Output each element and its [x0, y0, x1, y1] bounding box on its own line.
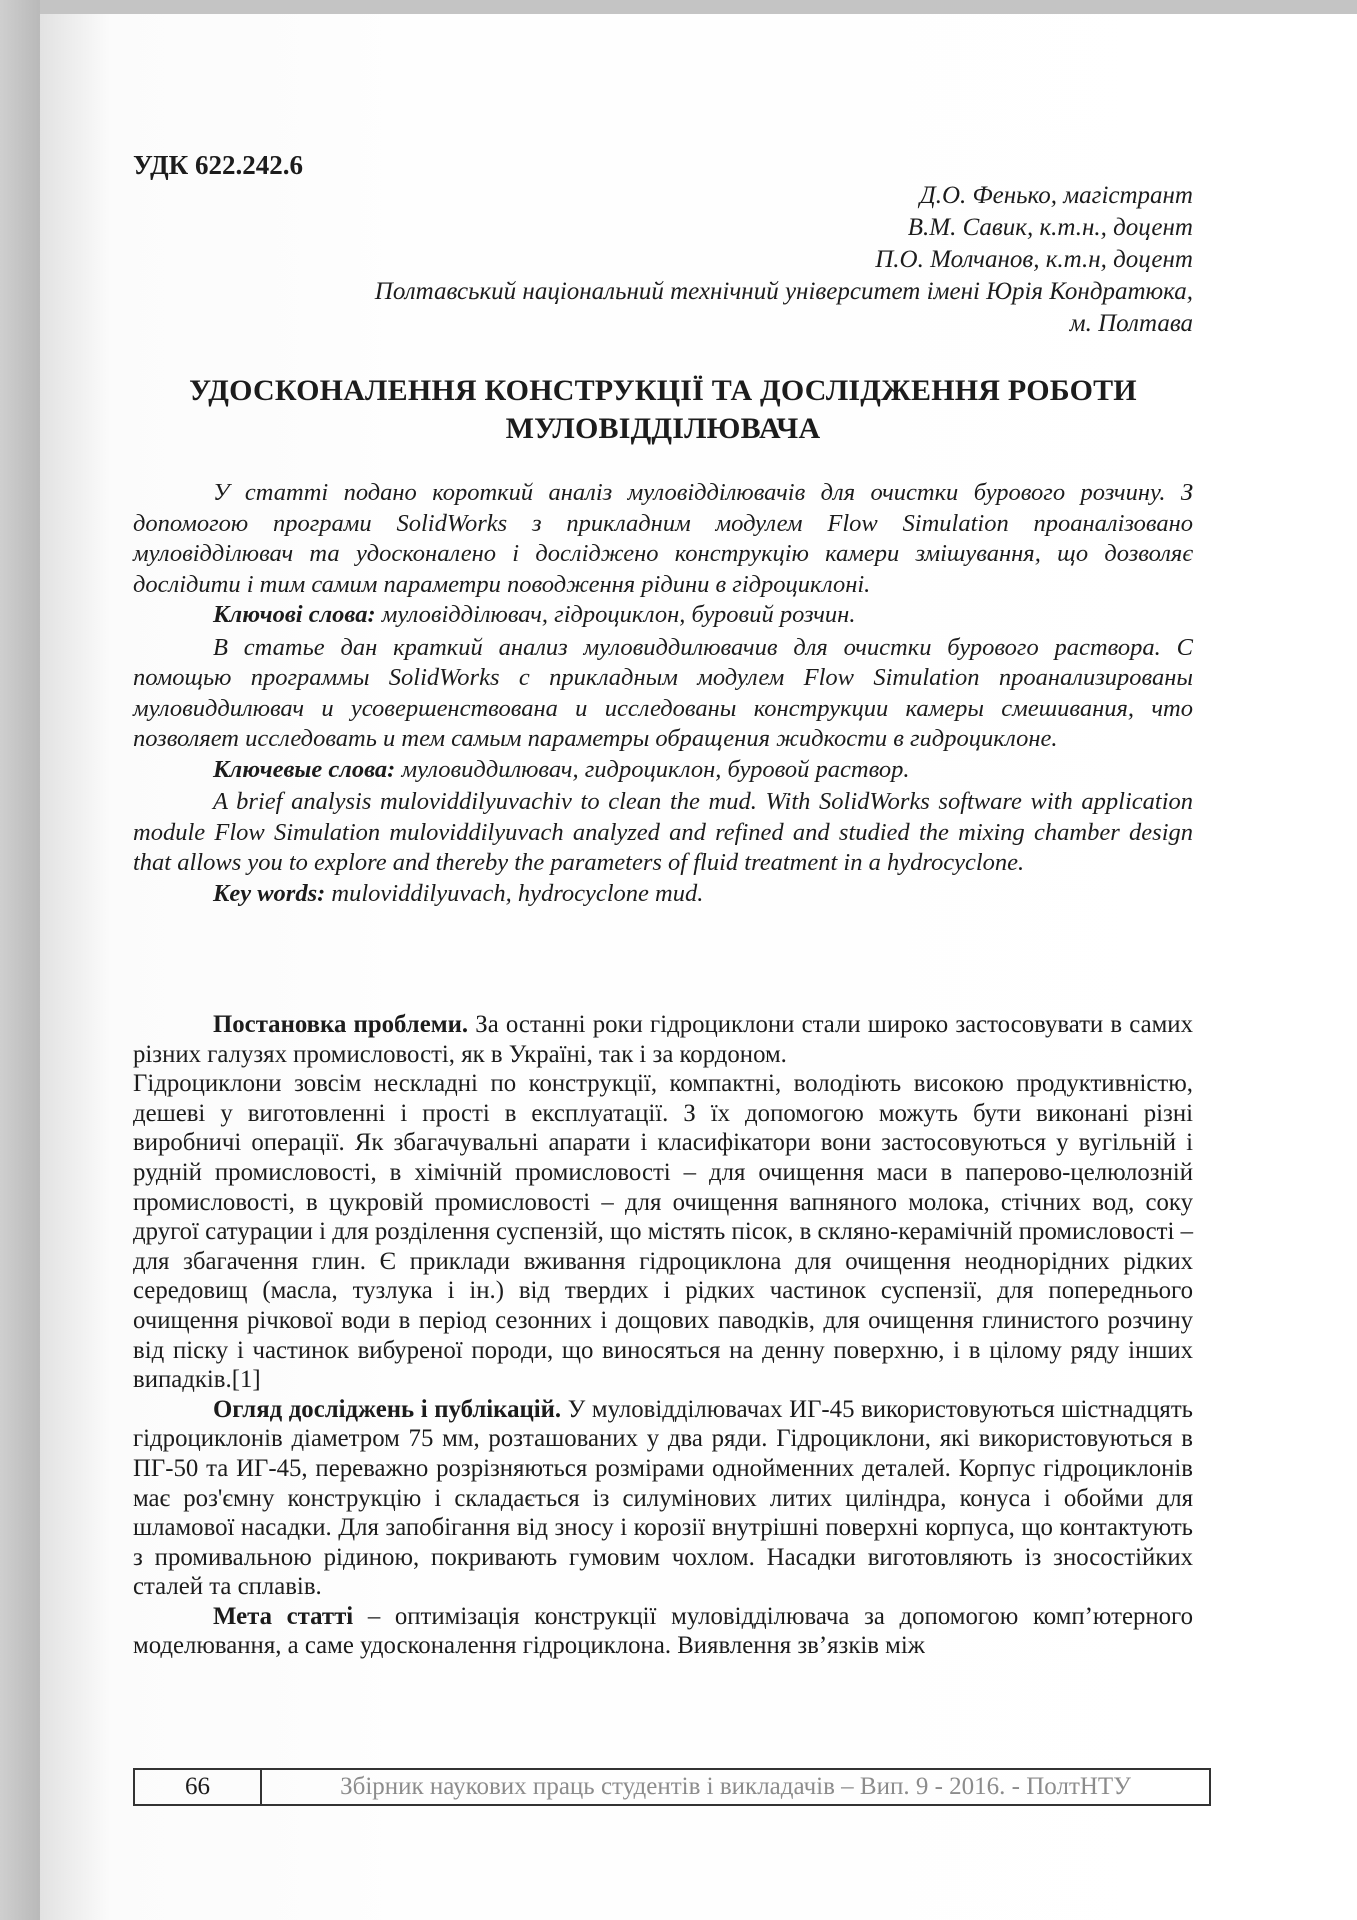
section-heading: Мета статті: [213, 1602, 354, 1630]
section-heading: Огляд досліджень і публікацій.: [213, 1395, 562, 1423]
paragraph-text: – оптимізація конструкції муловідділювача за допомогою комп’ютерного моделювання, а саме удосконалення гідроциклона. Виявлення зв’язків між: [133, 1602, 1193, 1660]
paragraph-text: За останні роки гідроциклони стали широко застосовувати в самих різних галузях промисловості, як в Україні, так і за кордоном.: [133, 1011, 1193, 1068]
keywords-ru-label: Ключевые слова:: [213, 755, 396, 783]
keywords-ua: [133, 600, 1193, 631]
section-heading: Постановка проблеми.: [213, 1011, 469, 1038]
keywords-en-text: muloviddilyuvach, hydrocyclone mud.: [325, 879, 704, 907]
review-section: [133, 1395, 1193, 1602]
author-line: П.О. Молчанов, к.т.н, доцент: [875, 246, 1193, 273]
article-body: [133, 1010, 1193, 1661]
journal-title: Збірник наукових праць студентів і викладачів – Вип. 9 - 2016. - ПолтНТУ: [340, 1773, 1131, 1800]
scan-shadow: [0, 0, 40, 1920]
affiliation-line: Полтавський національний технічний університет імені Юрія Кондратюка,: [374, 278, 1193, 305]
udk-code: УДК 622.242.6: [133, 150, 303, 180]
abstract-ru: В статье дан краткий анализ муловиддилювачив для очистки бурового раствора. С помощью программы SolidWorks с прикладным модулем Flow Simulation проанализированы муловиддилювач и усовершенствована и исследованы конструкции камеры смешивания, что позволяет исследовать и тем самым параметры обращения жидкости в гидроциклоне.: [133, 633, 1193, 752]
author-block: [133, 180, 1193, 340]
paragraph: Гідроциклони зовсім нескладні по конструкції, компактні, володіють високою продуктивністю, дешеві у виготовленні і прості в експлуатації. З їх допомогою можуть бути виконані різні виробничі операції. Як збагачувальні апарати і класифікатори вони застосовуються у вугільній і рудній промисловості, в хімічній промисловості – для очищення маси в паперово-целюлозній промисловості, в цукровій промисловості – для очищення вапняного молока, стічних вод, соку другої сатурации і для розділення суспензій, що містять пісок, в скляно-керамічній промисловості – для збагачення глин. Є приклади вживання гідроциклона для очищення неоднорідних рідких середовищ (масла, тузлука і ін.) від твердих і рідких частинок суспензії, для попереднього очищення річкової води в період сезонних і дощових паводків, для очищення глинистого розчину від піску і частинок вибуреної породи, що виносяться на денну поверхню, і в цілому ряду інших випадків.[1]: [133, 1070, 1193, 1394]
keywords-ru: [133, 755, 1193, 786]
problem-statement: [133, 1010, 1193, 1069]
title-line: МУЛОВІДДІЛЮВАЧА: [505, 412, 821, 445]
keywords-ua-label: Ключові слова:: [213, 601, 376, 628]
article-title: [133, 372, 1193, 448]
scan-top-edge: [40, 0, 1357, 14]
paragraph-text: У муловідділювачах ИГ-45 використовуються шістнадцять гідроциклонів діаметром 75 мм, розташованих у два ряди. Гідроциклони, які використовуються в ПГ-50 та ИГ-45, переважно розрізняються розмірами однойменних деталей. Корпус гідроциклонів має роз'ємну конструкцію і складається із силумінових литих циліндра, конуса і обойми для шламової насадки. Для запобігання від зносу і корозії внутрішні поверхні корпуса, що контактують з промивальною рідиною, покривають гумовим чохлом. Насадки виготовляють із зносостійких сталей та сплавів.: [133, 1395, 1193, 1601]
goal-section: [133, 1602, 1193, 1661]
keywords-ru-text: муловиддилювач, гидроциклон, буровой раствор.: [395, 755, 910, 783]
affiliation-city: м. Полтава: [1069, 310, 1193, 337]
page-footer: [133, 1768, 1211, 1806]
author-line: Д.О. Фенько, магістрант: [919, 182, 1193, 209]
keywords-en-label: Key words:: [213, 879, 326, 907]
author-line: В.М. Савик, к.т.н., доцент: [907, 214, 1193, 241]
title-line: УДОСКОНАЛЕННЯ КОНСТРУКЦІЇ ТА ДОСЛІДЖЕННЯ РОБОТИ: [189, 374, 1137, 407]
abstract-en: A brief analysis muloviddilyuvachiv to clean the mud. With SolidWorks software with application module Flow Simulation muloviddilyuvach analyzed and refined and studied the mixing chamber design that allows you to explore and thereby the parameters of fluid treatment in a hydrocyclone.: [133, 788, 1193, 876]
keywords-ua-text: муловідділювач, гідроциклон, буровий розчин.: [375, 601, 856, 628]
page-number: 66: [135, 1770, 262, 1804]
keywords-en: [133, 879, 1193, 910]
abstract-ua: У статті подано короткий аналіз муловідділювачів для очистки бурового розчину. З допомогою програми SolidWorks з прикладним модулем Flow Simulation проаналізовано муловідділювач та удосконалено і досліджено конструкцію камери змішування, що дозволяє дослідити і тим самим параметри поводження рідини в гідроциклоні.: [133, 479, 1193, 598]
abstracts: [133, 478, 1193, 911]
